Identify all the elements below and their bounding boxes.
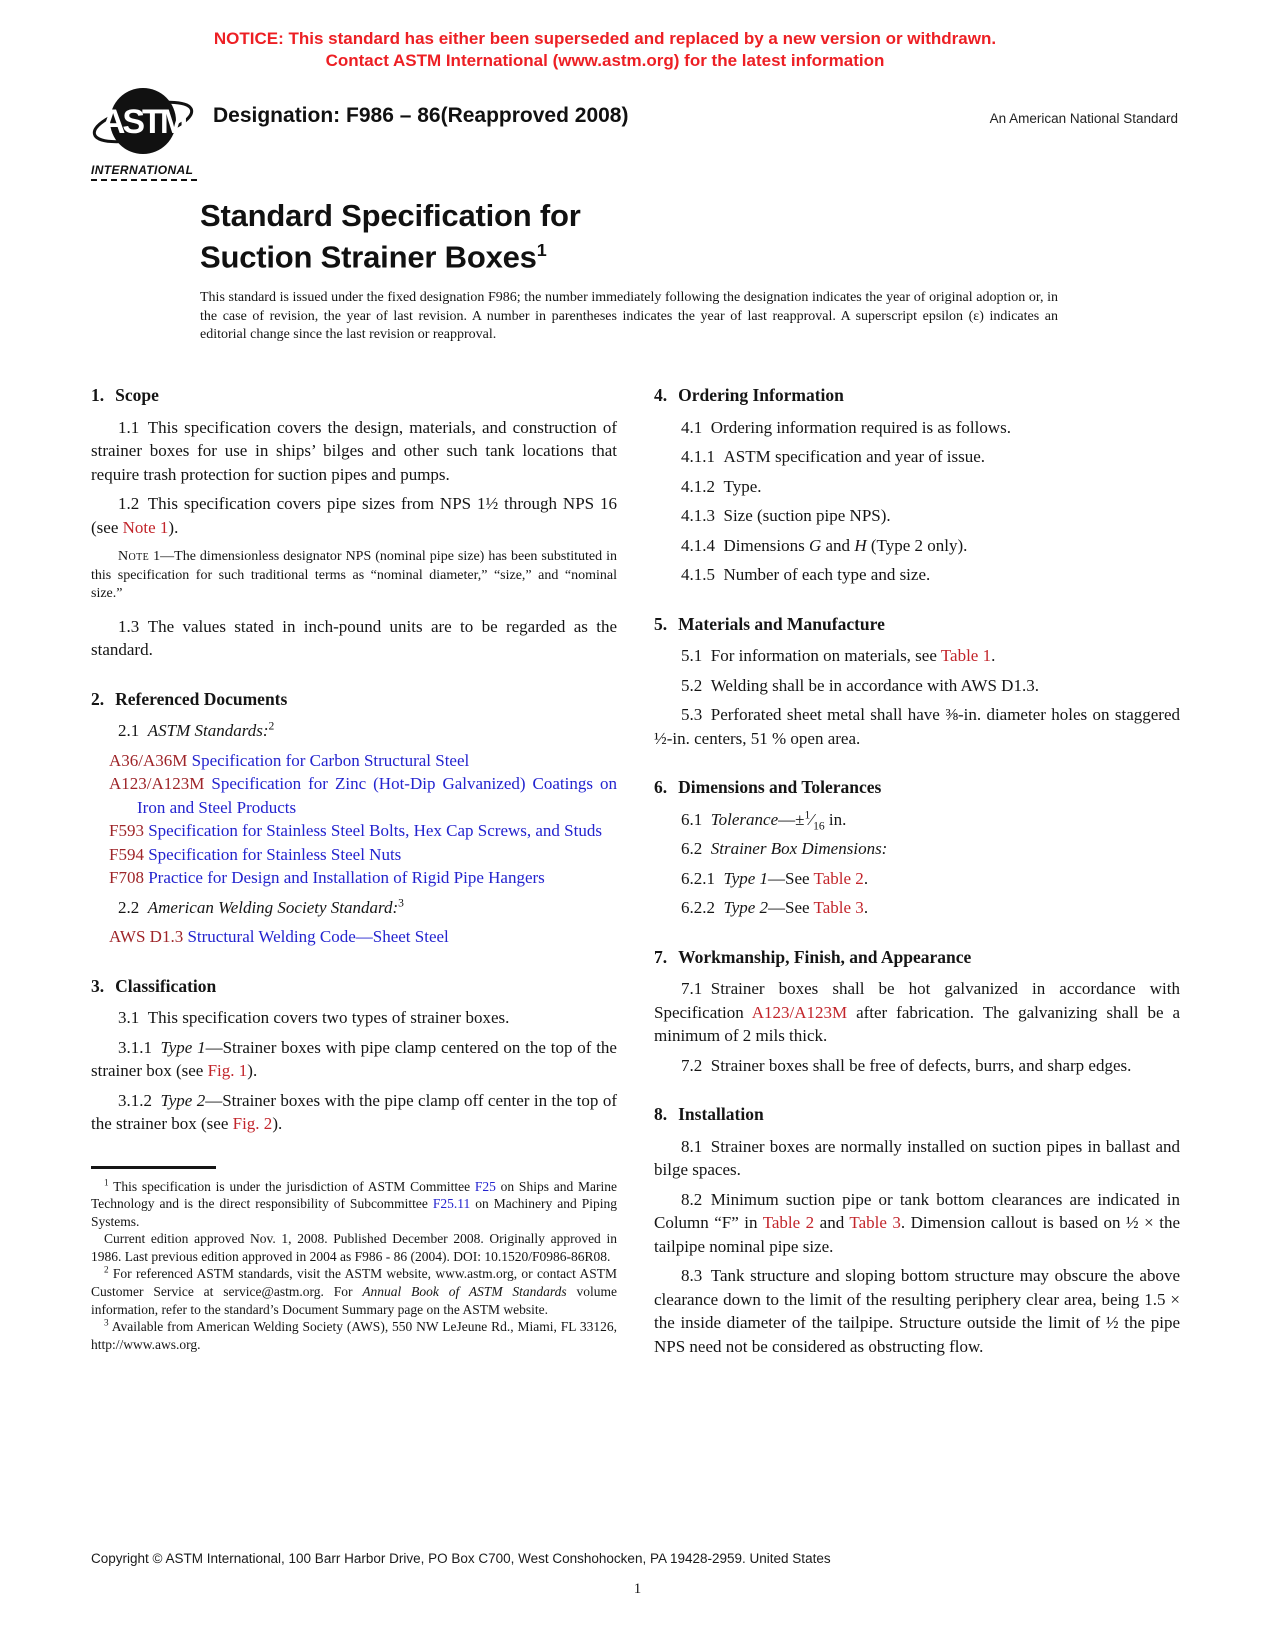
title-block <box>200 198 581 274</box>
text-segment: 4.1.1 ASTM specification and year of issue. <box>681 447 986 466</box>
cross-reference-link[interactable]: Fig. 1 <box>207 1061 248 1080</box>
astm-logo <box>91 84 197 181</box>
section-title: Classification <box>115 975 217 996</box>
text-segment: 6.2.2 <box>681 898 724 917</box>
text-segment: Current edition approved Nov. 1, 2008. Published December 2008. Originally approved in 1986. Last previous edition approved in 2004 as F986 - 86 (2004). DOI: 10.1520/F0986-86R08. <box>91 1231 617 1264</box>
section-heading <box>654 946 1180 970</box>
paragraph <box>91 896 617 920</box>
cross-reference-link[interactable]: Structural Welding Code—Sheet Steel <box>183 927 449 946</box>
text-segment: 1.3 The values stated in inch-pound units are to be regarded as the standard. <box>91 616 617 659</box>
text-segment: Type 1 <box>723 868 769 888</box>
paragraph <box>654 703 1180 750</box>
section-title: Dimensions and Tolerances <box>678 777 882 797</box>
text-segment: 2 <box>104 1264 109 1275</box>
text-segment: 4.1.2 Type. <box>681 476 762 496</box>
text-segment: 2.2 <box>118 897 148 917</box>
text-segment: after fabrication. The galvanizing shall be a minimum of 2 mils thick. <box>654 1002 1180 1045</box>
text-segment: 16 <box>813 818 825 832</box>
text-segment: Tolerance <box>710 809 779 829</box>
text-segment: volume information, refer to the standard’s Document Summary page on the ASTM website. <box>91 1284 617 1317</box>
text-segment: 1—The dimensionless designator NPS (nominal pipe size) has been substituted in this specification for such traditional terms as “nominal diameter,” “size,” and “nominal size.” <box>91 549 617 601</box>
paragraph <box>654 867 1180 891</box>
text-segment: and <box>821 535 855 555</box>
text-segment: 1 <box>104 1177 109 1187</box>
section-number: 5. <box>654 613 668 634</box>
text-segment: 7.1 Strainer boxes shall be hot galvanized in accordance with Specification <box>654 979 1180 1022</box>
paragraph <box>654 445 1180 469</box>
text-segment: 4.1.4 Dimensions <box>681 535 809 555</box>
text-segment: —See <box>768 898 814 917</box>
paragraph <box>91 1089 617 1136</box>
reference-item <box>91 843 617 867</box>
cross-reference-link[interactable]: F593 <box>109 821 144 840</box>
svg-text:ASTM: ASTM <box>100 103 186 141</box>
left-column <box>91 381 617 1364</box>
national-standard-label: An American National Standard <box>989 111 1178 126</box>
text-segment: —See <box>768 868 814 888</box>
text-segment: 4.1.5 Number of each type and size. <box>681 565 931 584</box>
text-segment: . Dimension callout is based on ½ × the tailpipe nominal pipe size. <box>654 1213 1180 1256</box>
section-number: 3. <box>91 975 105 996</box>
cross-reference-link[interactable]: Specification for Zinc (Hot-Dip Galvanized) Coatings on Iron and Steel Products <box>137 774 617 817</box>
section-number: 2. <box>91 688 105 709</box>
section-heading <box>91 975 617 999</box>
reference-item <box>91 866 617 890</box>
paragraph <box>654 475 1180 499</box>
section-heading <box>91 384 617 408</box>
cross-reference-link[interactable]: A36/A36M <box>109 750 188 770</box>
paragraph <box>654 416 1180 440</box>
section-number: 8. <box>654 1104 668 1124</box>
text-segment: 1.1 This specification covers the design, materials, and construction of strainer boxes for use in ships’ bilges and other such tank locations that require trash protection for suction pipes and pumps. <box>91 417 617 484</box>
text-segment: Strainer Box Dimensions: <box>710 839 888 858</box>
footnote <box>91 1178 617 1231</box>
text-segment: 8.3 Tank structure and sloping bottom structure may obscure the above clearance down to the limit of the resulting periphery clear area, being 1.5 × the inside diameter of the tailpipe. Structure outside the limit of ½ the pipe NPS need not be considered as obstructing flow. <box>654 1266 1180 1356</box>
cross-reference-link[interactable]: Specification for Carbon Structural Steel <box>187 750 470 770</box>
text-segment: American Welding Society Standard: <box>147 897 399 917</box>
preamble: This standard is issued under the fixed designation F986; the number immediately following the designation indicates the year of original adoption or, in the case of revision, the year of last revision. A number in parentheses indicates the year of last reapproval. A superscript epsilon (ε) indicates an editorial change since the last revision or reapproval. <box>200 290 1058 342</box>
text-segment: ). <box>272 1114 283 1133</box>
section-number: 4. <box>654 385 668 405</box>
section-title: Ordering Information <box>678 385 844 405</box>
reference-item <box>91 749 617 773</box>
paragraph <box>654 1054 1180 1078</box>
text-segment: on Ships and Marine Technology and is the direct responsibility of Subcommittee <box>91 1178 617 1212</box>
text-segment: Annual Book of ASTM Standards <box>362 1284 567 1300</box>
text-segment: H <box>854 535 867 555</box>
cross-reference-link[interactable]: F708 <box>109 868 144 887</box>
text-segment: . <box>863 868 869 888</box>
text-segment: Note <box>118 549 150 564</box>
text-segment: 6.2.1 <box>681 868 724 888</box>
text-segment: 1.2 This specification covers pipe sizes from NPS 1½ through NPS 16 (see <box>91 494 617 537</box>
designation: Designation: F986 – 86(Reapproved 2008) <box>213 104 629 127</box>
footnote <box>91 1318 617 1353</box>
cross-reference-link[interactable]: Specification for Stainless Steel Bolts, Hex Cap Screws, and Studs <box>143 821 602 840</box>
text-segment: Available from American Welding Society (AWS), 550 NW LeJeune Rd., Miami, FL 33126, http://www.aws.org. <box>91 1319 617 1352</box>
text-segment: 5.2 Welding shall be in accordance with AWS D1.3. <box>681 675 1039 695</box>
text-segment: 6.2 <box>681 839 711 858</box>
page-number: 1 <box>633 1581 642 1597</box>
footnote <box>91 1265 617 1318</box>
paragraph <box>654 1188 1180 1259</box>
cross-reference-link[interactable]: Note 1 <box>122 517 169 537</box>
page-title <box>200 198 581 274</box>
text-segment: ). <box>168 517 179 537</box>
title-line2: Suction Strainer Boxes <box>200 239 537 275</box>
right-column <box>654 381 1180 1364</box>
paragraph <box>654 563 1180 587</box>
paragraph <box>654 1135 1180 1182</box>
paragraph <box>654 534 1180 558</box>
paragraph <box>91 719 617 743</box>
paragraph <box>654 644 1180 668</box>
text-segment: —Strainer boxes with the pipe clamp off center in the top of the strainer box (see <box>91 1090 617 1133</box>
footnote-separator <box>91 1166 216 1169</box>
cross-reference-link[interactable]: F25 <box>474 1178 496 1194</box>
text-segment: —± <box>778 809 805 829</box>
paragraph <box>654 674 1180 698</box>
copyright-line: Copyright © ASTM International, 100 Barr Harbor Drive, PO Box C700, West Conshohocken, PA 19428-2959. United States <box>91 1551 831 1566</box>
withdrawal-notice <box>0 28 1210 72</box>
text-segment: ). <box>247 1061 258 1080</box>
footnote <box>91 1230 617 1265</box>
section-title: Referenced Documents <box>115 688 288 709</box>
text-segment: 2 <box>268 719 275 733</box>
text-segment: in. <box>824 809 847 829</box>
cross-reference-link[interactable]: Table 2 <box>813 868 864 888</box>
text-segment: 4.1 Ordering information required is as follows. <box>681 417 1012 437</box>
section-heading <box>654 613 1180 637</box>
text-segment: 7.2 Strainer boxes shall be free of defects, burrs, and sharp edges. <box>681 1055 1132 1075</box>
text-segment: (Type 2 only). <box>866 535 968 555</box>
title-footnote-ref[interactable]: 1 <box>536 240 547 260</box>
text-segment: 8.1 Strainer boxes are normally installed on suction pipes in ballast and bilge spaces. <box>654 1136 1180 1179</box>
section-title: Workmanship, Finish, and Appearance <box>678 946 972 967</box>
paragraph <box>91 1036 617 1083</box>
cross-reference-link[interactable]: F25.11 <box>432 1196 471 1212</box>
title-line1: Standard Specification for <box>200 198 581 233</box>
reference-item <box>91 772 617 819</box>
paragraph <box>91 492 617 539</box>
cross-reference-link[interactable]: Table 2 <box>762 1213 815 1232</box>
text-segment: 2.1 <box>118 721 148 740</box>
cross-reference-link[interactable]: Table 1 <box>940 646 992 665</box>
section-number: 7. <box>654 946 668 967</box>
section-heading <box>654 384 1180 408</box>
text-segment: on Machinery and Piping Systems. <box>91 1196 617 1229</box>
paragraph <box>654 808 1180 832</box>
paragraph <box>654 837 1180 861</box>
paragraph <box>654 896 1180 920</box>
text-segment: 3.1.1 <box>118 1037 161 1057</box>
text-segment: Type 1 <box>160 1037 206 1057</box>
text-segment: 3 <box>104 1317 109 1328</box>
reference-item <box>91 819 617 843</box>
cross-reference-link[interactable]: F594 <box>109 844 144 864</box>
section-heading <box>91 688 617 712</box>
cross-reference-link[interactable]: Fig. 2 <box>232 1114 273 1133</box>
text-segment: 5.3 Perforated sheet metal shall have ⅜-in. diameter holes on staggered ½-in. centers, 51 % open area. <box>654 705 1180 748</box>
cross-reference-link[interactable]: A123/A123M <box>751 1002 848 1022</box>
text-segment: 5.1 For information on materials, see <box>681 646 941 665</box>
paragraph <box>91 615 617 662</box>
text-segment: . <box>991 646 996 665</box>
section-number: 1. <box>91 385 105 405</box>
text-segment: G <box>808 535 822 555</box>
document-header <box>91 84 1180 184</box>
paragraph <box>91 416 617 487</box>
section-number: 6. <box>654 777 668 797</box>
section-title: Scope <box>115 385 159 405</box>
text-segment: ⁄ <box>810 809 814 829</box>
text-segment: 3.1 This specification covers two types of strainer boxes. <box>118 1008 510 1027</box>
text-segment: 1 <box>804 807 811 821</box>
notice-line2: Contact ASTM International (www.astm.org) for the latest information <box>325 51 885 70</box>
notice-line1: NOTICE: This standard has either been superseded and replaced by a new version or withdrawn. <box>213 29 997 48</box>
text-segment: Type 2 <box>160 1090 206 1110</box>
paragraph <box>654 504 1180 528</box>
text-segment: For referenced ASTM standards, visit the ASTM website, www.astm.org, or contact ASTM Customer Service at service@astm.org. For <box>91 1266 617 1300</box>
text-segment: 3.1.2 <box>118 1090 161 1110</box>
text-segment: —Strainer boxes with pipe clamp centered on the top of the strainer box (see <box>91 1037 617 1080</box>
cross-reference-link[interactable]: Table 3 <box>849 1213 901 1232</box>
text-segment: . <box>863 898 869 917</box>
cross-reference-link[interactable]: A123/A123M <box>109 774 205 793</box>
cross-reference-link[interactable]: Practice for Design and Installation of Rigid Pipe Hangers <box>143 868 545 887</box>
text-segment: 6.1 <box>681 809 711 829</box>
reference-item <box>91 925 617 949</box>
section-title: Materials and Manufacture <box>678 613 885 634</box>
paragraph <box>654 1264 1180 1358</box>
body-columns <box>91 381 1180 1364</box>
section-heading <box>654 776 1180 800</box>
text-segment: This specification is under the jurisdiction of ASTM Committee <box>108 1178 475 1194</box>
text-segment: 4.1.3 Size (suction pipe NPS). <box>681 506 891 525</box>
text-segment: 8.2 Minimum suction pipe or tank bottom clearances are indicated in Column “F” in <box>654 1189 1180 1232</box>
cross-reference-link[interactable]: Table 3 <box>813 898 864 917</box>
section-title: Installation <box>678 1104 764 1124</box>
note-paragraph <box>91 548 617 604</box>
text-segment: and <box>814 1213 850 1232</box>
astm-globe-icon <box>91 84 197 160</box>
text-segment: ASTM Standards: <box>147 721 269 740</box>
text-segment: Type 2 <box>723 898 769 917</box>
paragraph <box>91 1006 617 1030</box>
astm-logo-subtext: INTERNATIONAL <box>91 163 197 181</box>
paragraph <box>654 977 1180 1048</box>
cross-reference-link[interactable]: Specification for Stainless Steel Nuts <box>143 844 402 864</box>
section-heading <box>654 1103 1180 1127</box>
cross-reference-link[interactable]: AWS D1.3 <box>109 927 184 946</box>
text-segment: 3 <box>398 895 404 909</box>
